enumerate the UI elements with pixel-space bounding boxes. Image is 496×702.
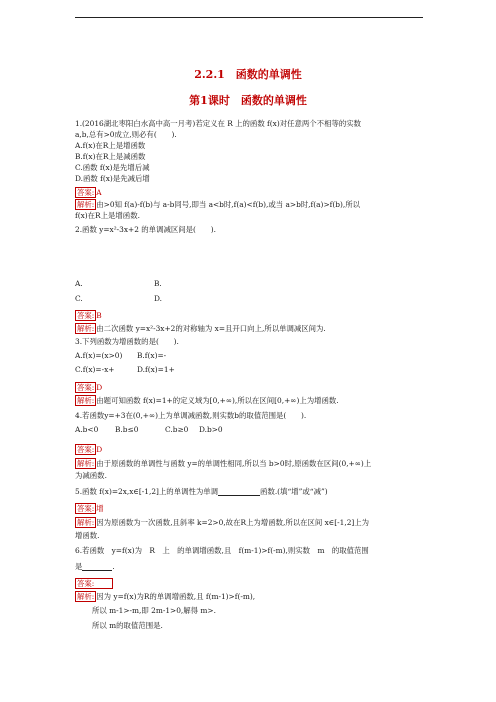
explanation-5-cont: 增函数. xyxy=(75,531,100,540)
answer-label: 答案: xyxy=(77,445,95,454)
explanation-text: 由>0知 f(a)-f(b)与 a-b同号,即当 a<b时,f(a)<f(b),或当 a>b时,f(a)>f(b),所以 xyxy=(96,200,360,209)
fill-blank xyxy=(218,488,260,496)
q3-option-a: A.f(x)=(x>0) xyxy=(75,351,123,360)
answer-value: D xyxy=(96,445,103,454)
explanation-label: 解析: xyxy=(77,592,95,601)
explanation-text: 因为 y=f(x)为R的单调增函数,且 f(m-1)>f(-m), xyxy=(96,592,256,601)
answer-value: 增 xyxy=(96,504,104,513)
explanation-3 xyxy=(75,395,339,406)
q1-option-a: A.f(x)在R上是增函数 xyxy=(75,141,146,150)
answer-value: A xyxy=(96,188,102,197)
q2-option-c: C. xyxy=(75,294,83,303)
explanation-label: 解析: xyxy=(77,324,95,333)
explanation-2 xyxy=(75,323,326,334)
explanation-text: 由于原函数的单调性与函数 y=的单调性相同,所以当 b>0时,原函数在区间(0,+∞)上 xyxy=(96,459,372,468)
period: . xyxy=(112,562,115,571)
q3-option-d: D.f(x)=1+ xyxy=(137,365,175,374)
answer-label: 答案: xyxy=(77,383,95,392)
q2-options-ab xyxy=(75,279,162,288)
question-3-stem: 3.下列函数为增函数的是( ). xyxy=(75,337,179,346)
q1-option-b: B.f(x)在R上是减函数 xyxy=(75,152,146,161)
answer-value: D xyxy=(96,383,103,392)
q3-options-ab xyxy=(75,351,167,360)
explanation-label: 解析: xyxy=(77,518,95,527)
explanation-text: 由二次函数 y=x²-3x+2的对称轴为 x=且开口向上,所以单调减区间为. xyxy=(96,324,326,333)
q3-option-b: B.f(x)=- xyxy=(137,351,167,360)
q2-option-d: D. xyxy=(154,294,163,303)
explanation-text: 由题可知函数 f(x)=1+的定义域为[0,+∞),所以在区间[0,+∞)上为增函数. xyxy=(96,396,339,405)
answer-label: 答案: xyxy=(77,504,95,513)
explanation-4-cont: 为减函数. xyxy=(75,471,107,480)
explanation-1 xyxy=(75,199,360,210)
q4-option-b: B.b≤0 xyxy=(115,425,139,434)
answer-3 xyxy=(75,382,102,393)
explanation-label: 解析: xyxy=(77,200,95,209)
q2-option-b: B. xyxy=(154,279,162,288)
q3-options-cd xyxy=(75,365,175,374)
explanation-text: 因为原函数为一次函数,且斜率 k=2>0,故在R上为增函数,所以在区间 x∈[-1,2]上为 xyxy=(96,518,370,527)
answer-value: B xyxy=(96,311,102,320)
explanation-4 xyxy=(75,458,371,469)
question-2-stem: 2.函数 y=x²-3x+2 的单调减区间是( ). xyxy=(75,225,216,234)
fill-blank xyxy=(82,562,115,571)
q4-options xyxy=(75,425,223,434)
q2-options-cd xyxy=(75,294,163,303)
q1-option-d: D.函数 f(x)是先减后增 xyxy=(75,174,150,183)
q2-option-a: A. xyxy=(75,279,83,288)
question-5-stem xyxy=(75,487,328,496)
question-1-stem-2: a,b,总有>0成立,则必有( ). xyxy=(75,130,177,139)
question-6-text: 是 xyxy=(75,562,83,571)
question-6-stem: 6.若函数 y=f(x)为 R 上 的单调增函数,且 f(m-1)>f(-m),则实数 m 的取值范围 xyxy=(75,546,369,555)
header-rule xyxy=(75,17,423,18)
answer-label: 答案: xyxy=(75,578,113,589)
answer-6 xyxy=(75,578,113,589)
explanation-label: 解析: xyxy=(77,459,95,468)
q4-option-d: D.b>0 xyxy=(199,425,223,434)
question-5-text-2: 函数.(填“增”或“减”) xyxy=(260,487,328,496)
explanation-label: 解析: xyxy=(77,396,95,405)
answer-label: 答案: xyxy=(77,188,95,197)
explanation-6-line-2: 所以 m-1>-m,即 2m-1>0,解得 m>. xyxy=(92,606,216,615)
question-6-stem-2 xyxy=(75,562,115,571)
question-1-stem: 1.(2016湖北枣阳白水高中高一月考)若定义在 R 上的函数 f(x)对任意两个不相等的实数 xyxy=(75,119,362,128)
answer-label: 答案: xyxy=(77,311,95,320)
q4-option-c: C.b≥0 xyxy=(165,425,189,434)
question-4-stem: 4.若函数y=+3在(0,+∞)上为单调减函数,则实数b的取值范围是( ). xyxy=(75,411,307,420)
lesson-title: 第1课时 函数的单调性 xyxy=(189,94,307,107)
q1-option-c: C.函数 f(x)是先增后减 xyxy=(75,163,150,172)
explanation-5 xyxy=(75,517,369,528)
q4-option-a: A.b<0 xyxy=(75,425,99,434)
q3-option-c: C.f(x)=-x+ xyxy=(75,365,115,374)
explanation-6-line-3: 所以 m的取值范围是. xyxy=(92,621,163,630)
answer-4 xyxy=(75,444,102,455)
answer-5 xyxy=(75,503,104,514)
answer-1 xyxy=(75,187,102,198)
explanation-1-cont: f(x)在R上是增函数. xyxy=(75,211,140,220)
answer-2 xyxy=(75,310,102,321)
section-title: 2.2.1 函数的单调性 xyxy=(194,68,302,81)
question-5-text: 5.函数 f(x)=2x,x∈[-1,2]上的单调性为单调 xyxy=(75,487,219,496)
explanation-6 xyxy=(75,591,255,602)
